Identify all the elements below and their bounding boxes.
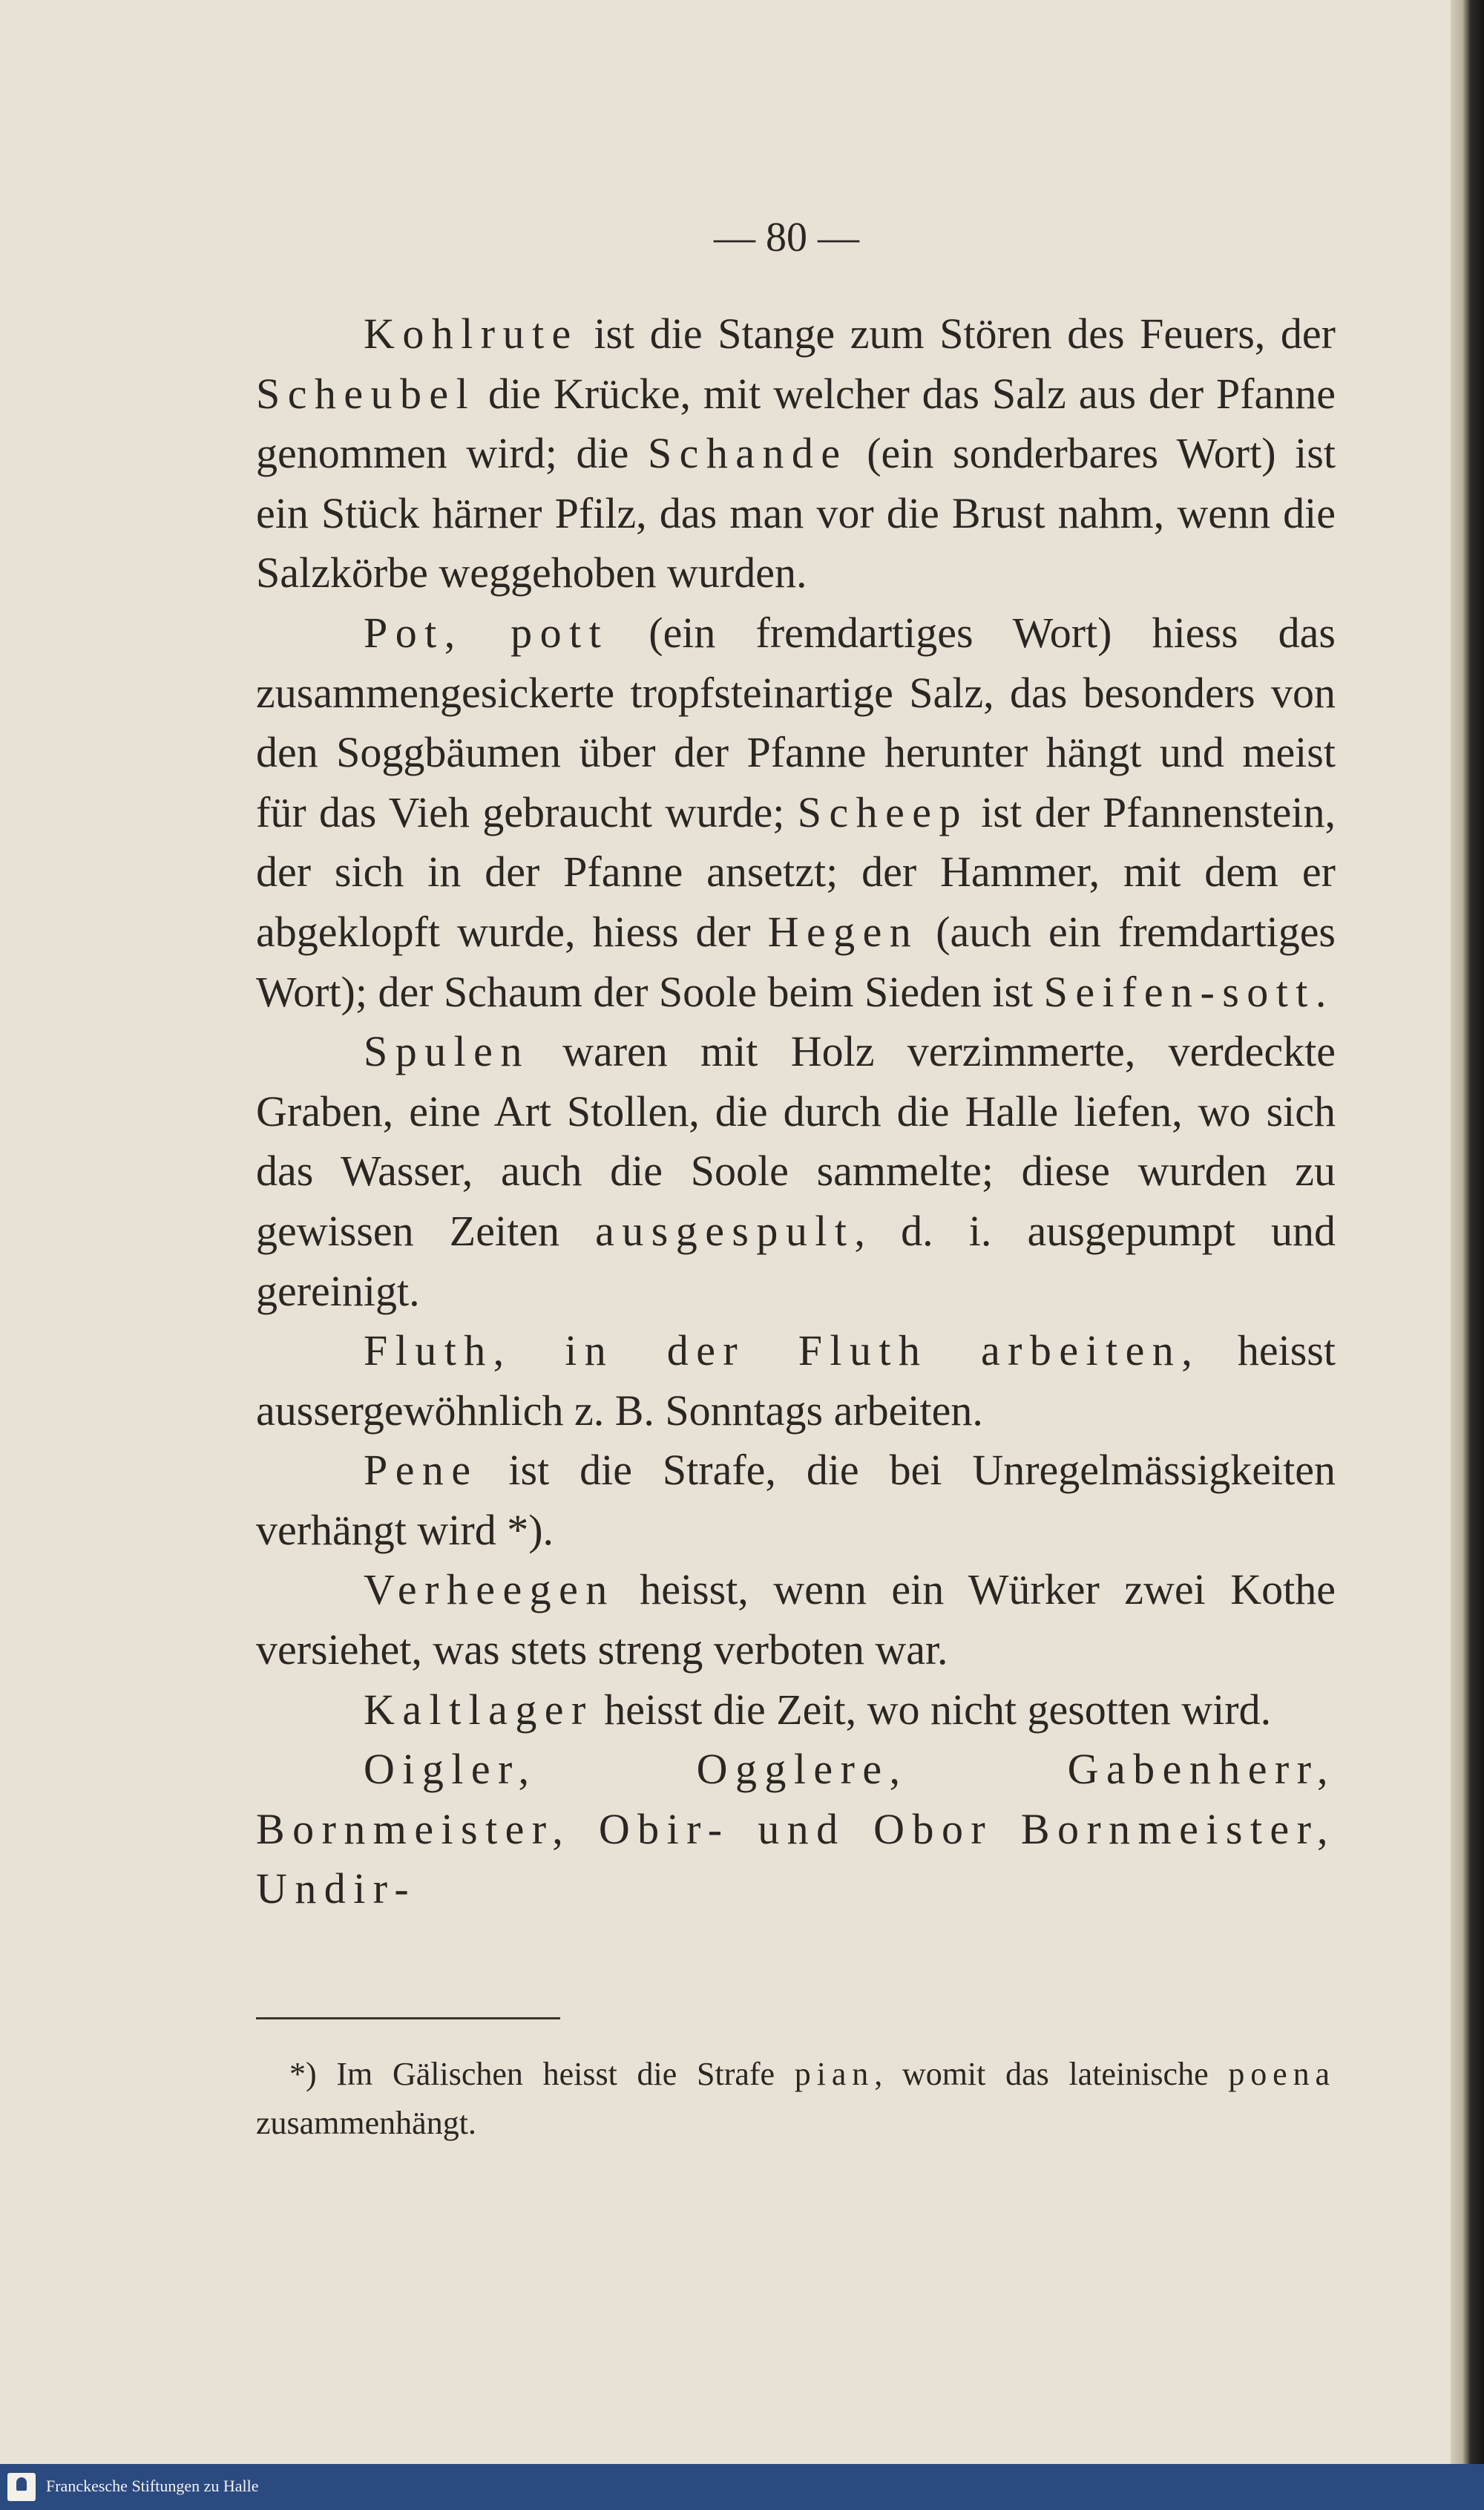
text-run: . (1315, 967, 1327, 1016)
term: Oigler, Ogglere, Gabenherr, Bornmeister, Obir- und Obor Bornmeister, Undir- (256, 1745, 1336, 1913)
term: Schande (647, 429, 848, 478)
term: poena (1228, 2056, 1336, 2092)
paragraph-verheegen (256, 1560, 1336, 1680)
text-run: waren mit Holz verzimmerte, verdeckte Graben, eine Art Stollen, die durch die Halle liefen, wo sich das Wasser, auch die Soole sammelte; diese wurden zu gewissen Zeiten (256, 1027, 1336, 1255)
term: Fluth, in der Fluth arbeiten (364, 1326, 1182, 1375)
footnote (256, 2050, 1336, 2148)
term: Verheegen (364, 1565, 615, 1614)
paragraph-pot (256, 603, 1336, 1022)
text-run: ist der Pfannenstein, der sich in der Pfanne ansetzt; der Hammer, mit dem er abgeklopft wurde, hiess der (256, 787, 1336, 956)
paragraph-fluth (256, 1321, 1336, 1441)
footer-bar (0, 2464, 1484, 2510)
term: Kohlrute (364, 309, 579, 358)
term: Scheubel (256, 369, 476, 418)
paragraph-oigler (256, 1740, 1336, 1919)
term: Spulen (364, 1027, 530, 1076)
text-run: ist die Stange zum Stören des Feuers, der (578, 309, 1336, 358)
term: ausgespult (595, 1206, 855, 1255)
paragraph-kaltlager (256, 1680, 1336, 1740)
paragraph-pene (256, 1441, 1336, 1560)
term: Seifen-sott (1043, 967, 1316, 1016)
footnote-text (256, 2050, 1336, 2148)
text-run: (ein sonderbares Wort) ist ein Stück härner Pfilz, das man vor die Brust nahm, wenn die Salzkörbe weggehoben wurden. (256, 429, 1336, 597)
term: Hegen (767, 907, 919, 956)
paragraph-kohlrute (256, 304, 1336, 603)
text-run: die Krücke, mit welcher das Salz aus der Pfanne genommen wird; die (256, 369, 1336, 478)
francke-logo-icon[interactable] (7, 2473, 36, 2501)
term: Scheep (797, 787, 968, 836)
footnote-divider (256, 2017, 560, 2019)
text-run: (ein fremdartiges Wort) hiess das zusammengesickerte tropfsteinartige Salz, das besonders von den Soggbäumen über der Pfanne herunter hängt und meist für das Vieh gebraucht wurde; (256, 608, 1336, 836)
text-run: , d. i. ausgepumpt und gereinigt. (256, 1206, 1336, 1315)
text-run: ist die Strafe, die bei Unregelmässigkeiten verhängt wird *). (256, 1446, 1336, 1554)
text-run: heisst, wenn ein Würker zwei Kothe versiehet, was stets streng verboten war. (256, 1565, 1336, 1674)
text-run: (auch ein fremdartiges Wort); der Schaum der Soole beim Sieden ist (256, 907, 1336, 1016)
text-run: , heisst aussergewöhnlich z. B. Sonntags arbeiten. (256, 1326, 1336, 1435)
term: Pot, pott (364, 608, 609, 657)
paragraph-spulen (256, 1022, 1336, 1321)
book-gutter (1451, 0, 1484, 2464)
body-text (256, 304, 1336, 1919)
text-run: *) Im Gälischen heisst die Strafe (289, 2056, 795, 2092)
text-run: zusammenhängt. (256, 2105, 476, 2141)
term: Kaltlager (364, 1685, 594, 1734)
text-run: heisst die Zeit, wo nicht gesotten wird. (593, 1685, 1272, 1734)
term: pian (794, 2056, 875, 2092)
term: Pene (364, 1446, 479, 1495)
footer-label[interactable]: Franckesche Stiftungen zu Halle (46, 2477, 259, 2495)
page-number: — 80 — (714, 214, 859, 260)
text-run: , womit das lateinische (874, 2056, 1229, 2092)
